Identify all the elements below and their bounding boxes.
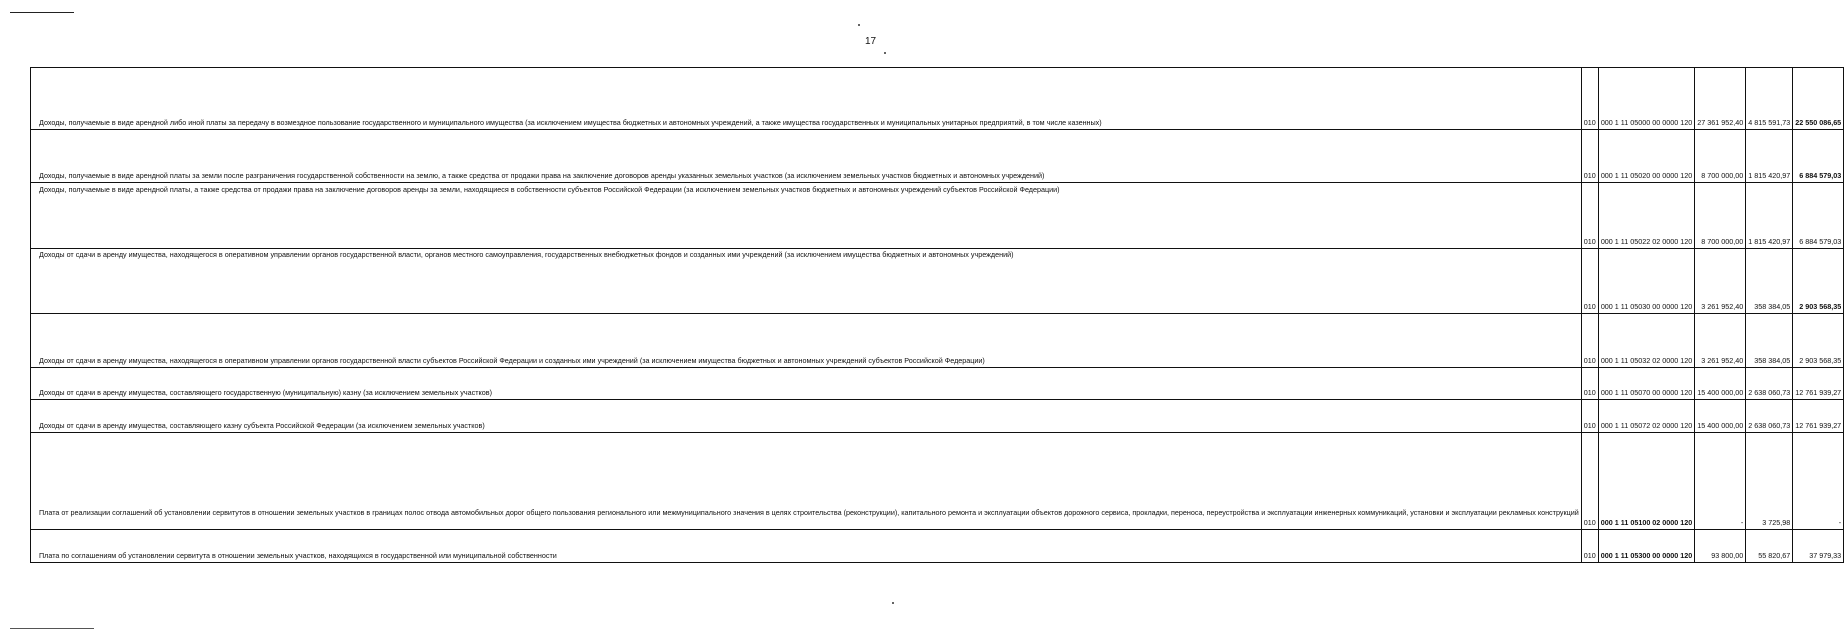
row-unexecuted: 12 761 939,27: [1793, 400, 1844, 433]
page-number: 17: [865, 36, 877, 47]
row-approved: 3 261 952,40: [1695, 249, 1746, 314]
income-name: Доходы от сдачи в аренду имущества, находящегося в оперативном управлении органов государственной власти субъектов Российской Федерации и созданных ими учреждений (за исключением имущества бюджетных и автономных учреждений субъектов Российской Федерации): [39, 355, 985, 365]
row-name-cell: [31, 68, 1582, 130]
row-unexecuted: 12 761 939,27: [1793, 368, 1844, 400]
scan-speck: [892, 602, 894, 604]
table-row: [31, 249, 1844, 314]
income-name: Доходы от сдачи в аренду имущества, составляющего казну субъекта Российской Федерации (за исключением земельных участков): [39, 420, 485, 430]
income-table: [30, 67, 1844, 563]
row-budget-code: 000 1 11 05100 02 0000 120: [1598, 433, 1695, 530]
row-approved: 27 361 952,40: [1695, 68, 1746, 130]
table-row: [31, 130, 1844, 183]
row-approved: 8 700 000,00: [1695, 183, 1746, 249]
row-name-cell: [31, 130, 1582, 183]
scan-speck: [858, 24, 860, 26]
row-unexecuted: 22 550 086,65: [1793, 68, 1844, 130]
table-row: [31, 400, 1844, 433]
row-budget-code: 000 1 11 05032 02 0000 120: [1598, 314, 1695, 368]
row-name-cell: [31, 433, 1582, 530]
row-name-cell: [31, 314, 1582, 368]
bottom-rule: [10, 628, 94, 629]
row-unexecuted: 6 884 579,03: [1793, 183, 1844, 249]
income-name: Доходы от сдачи в аренду имущества, находящегося в оперативном управлении органов государственной власти, органов местного самоуправления, государственных внебюджетных фондов и созданных ими учреждений (за исключением имущества бюджетных и автономных учреждений): [39, 250, 1014, 259]
row-executed: 3 725,98: [1746, 433, 1793, 530]
row-executed: 1 815 420,97: [1746, 183, 1793, 249]
row-approved: 3 261 952,40: [1695, 314, 1746, 368]
row-approved: 15 400 000,00: [1695, 368, 1746, 400]
row-name-cell: [31, 530, 1582, 563]
row-approved: -: [1695, 433, 1746, 530]
row-budget-code: 000 1 11 05072 02 0000 120: [1598, 400, 1695, 433]
row-executed: 1 815 420,97: [1746, 130, 1793, 183]
row-unexecuted: 37 979,33: [1793, 530, 1844, 563]
row-unexecuted: 6 884 579,03: [1793, 130, 1844, 183]
income-name: Плата по соглашениям об установлении сервитута в отношении земельных участков, находящихся в государственной или муниципальной собственности: [39, 550, 557, 560]
row-line-code: 010: [1581, 130, 1598, 183]
row-line-code: 010: [1581, 314, 1598, 368]
table-row: [31, 68, 1844, 130]
row-line-code: 010: [1581, 400, 1598, 433]
row-name-cell: [31, 249, 1582, 314]
row-name-cell: [31, 183, 1582, 249]
row-approved: 15 400 000,00: [1695, 400, 1746, 433]
row-executed: 2 638 060,73: [1746, 368, 1793, 400]
row-line-code: 010: [1581, 68, 1598, 130]
row-executed: 55 820,67: [1746, 530, 1793, 563]
income-name: Плата от реализации соглашений об установлении сервитутов в отношении земельных участков в границах полос отвода автомобильных дорог общего пользования регионального или межмуниципального значения в целях строительства (реконструкции), капитального ремонта и эксплуатации объектов дорожного сервиса, прокладки, переноса, переустройства и эксплуатации инженерных коммуникаций, установки и эксплуатации рекламных конструкций: [39, 507, 1579, 517]
row-approved: 93 800,00: [1695, 530, 1746, 563]
row-budget-code: 000 1 11 05070 00 0000 120: [1598, 368, 1695, 400]
row-unexecuted: -: [1793, 433, 1844, 530]
income-name: Доходы, получаемые в виде арендной либо иной платы за передачу в возмездное пользование государственного и муниципального имущества (за исключением имущества бюджетных и автономных учреждений, а также имущества государственных и муниципальных унитарных предприятий, в том числе казенных): [39, 117, 1102, 127]
row-executed: 4 815 591,73: [1746, 68, 1793, 130]
row-budget-code: 000 1 11 05022 02 0000 120: [1598, 183, 1695, 249]
row-budget-code: 000 1 11 05000 00 0000 120: [1598, 68, 1695, 130]
table-row: [31, 530, 1844, 563]
row-line-code: 010: [1581, 530, 1598, 563]
row-name-cell: [31, 400, 1582, 433]
row-unexecuted: 2 903 568,35: [1793, 249, 1844, 314]
row-line-code: 010: [1581, 183, 1598, 249]
income-name: Доходы, получаемые в виде арендной платы, а также средства от продажи права на заключение договоров аренды за земли, находящиеся в собственности субъектов Российской Федерации (за исключением земельных участков бюджетных и автономных учреждений субъектов Российской Федерации): [39, 185, 1060, 194]
row-executed: 358 384,05: [1746, 314, 1793, 368]
table-row: [31, 314, 1844, 368]
row-budget-code: 000 1 11 05020 00 0000 120: [1598, 130, 1695, 183]
row-budget-code: 000 1 11 05030 00 0000 120: [1598, 249, 1695, 314]
row-budget-code: 000 1 11 05300 00 0000 120: [1598, 530, 1695, 563]
row-name-cell: [31, 368, 1582, 400]
row-line-code: 010: [1581, 433, 1598, 530]
table-row: [31, 433, 1844, 530]
row-line-code: 010: [1581, 249, 1598, 314]
income-name: Доходы от сдачи в аренду имущества, составляющего государственную (муниципальную) казну (за исключением земельных участков): [39, 387, 492, 397]
row-line-code: 010: [1581, 368, 1598, 400]
row-approved: 8 700 000,00: [1695, 130, 1746, 183]
top-rule: [10, 12, 74, 13]
income-name: Доходы, получаемые в виде арендной платы за земли после разграничения государственной собственности на землю, а также средства от продажи права на заключение договоров аренды указанных земельных участков (за исключением земельных участков бюджетных и автономных учреждений): [39, 170, 1045, 180]
table-row: [31, 183, 1844, 249]
row-executed: 2 638 060,73: [1746, 400, 1793, 433]
row-executed: 358 384,05: [1746, 249, 1793, 314]
scan-speck: [884, 52, 886, 54]
table-row: [31, 368, 1844, 400]
row-unexecuted: 2 903 568,35: [1793, 314, 1844, 368]
